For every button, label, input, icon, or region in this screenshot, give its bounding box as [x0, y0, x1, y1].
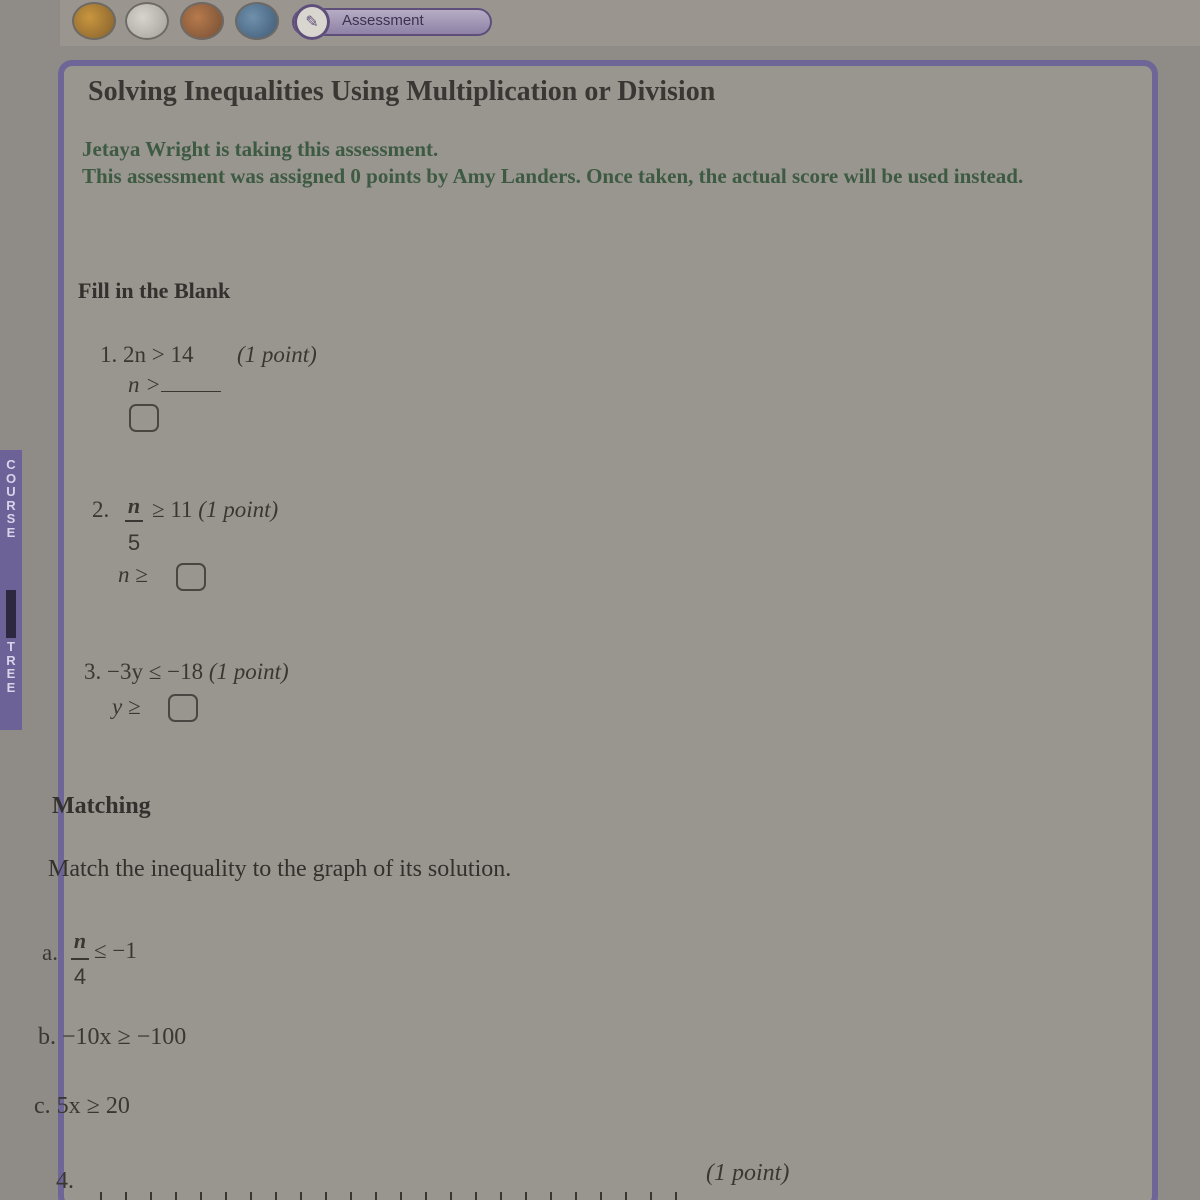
q4-number: 4.: [56, 1168, 74, 1194]
match-a-numerator: n: [73, 928, 87, 953]
q3-answer-prefix-wrap: [112, 694, 141, 720]
q2-fraction-bar: [125, 520, 143, 522]
question-1: [100, 342, 317, 368]
q3-number: 3.: [84, 659, 102, 684]
page-title: Solving Inequalities Using Multiplication or Division: [88, 76, 716, 107]
q2-answer-input[interactable]: [176, 563, 206, 591]
assessment-icon: ✎: [294, 4, 330, 40]
q2-answer-prefix-wrap: [118, 562, 148, 588]
tree-tab[interactable]: T R E E: [6, 639, 16, 695]
q3-answer-input[interactable]: [168, 694, 198, 722]
courses-tab[interactable]: C O U R S E: [5, 457, 17, 540]
q2-numerator: n: [127, 493, 141, 518]
q2-answer-prefix: n ≥: [118, 562, 148, 587]
taker-line: Jetaya Wright is taking this assessment.: [82, 137, 439, 161]
q1-answer-prefix: n >: [128, 372, 161, 397]
matching-heading: Matching: [52, 793, 151, 819]
q1-problem: 2n > 14: [123, 342, 194, 367]
q2-rest: [152, 497, 278, 523]
q2-points: (1 point): [198, 497, 279, 522]
match-b: b. −10x ≥ −100: [38, 1024, 187, 1050]
q3-problem: −3y ≤ −18: [107, 659, 204, 684]
q3-points: (1 point): [208, 659, 289, 684]
fill-in-blank-heading: Fill in the Blank: [78, 278, 231, 303]
tab-assessment-label: Assessment: [342, 12, 424, 29]
q2-number: 2.: [92, 497, 110, 522]
number-line-graph: [100, 1192, 680, 1200]
match-a-label: a.: [42, 940, 58, 965]
assessment-notice: [82, 136, 1082, 190]
q1-points: (1 point): [236, 342, 317, 367]
q3-answer-prefix: y ≥: [112, 694, 141, 719]
q1-answer-input[interactable]: [129, 404, 159, 432]
q2-denominator: 5: [127, 530, 141, 555]
q1-answer-line: [128, 372, 221, 398]
match-c: c. 5x ≥ 20: [34, 1093, 130, 1119]
match-a-denominator: 4: [73, 964, 87, 989]
q1-blank-line: [161, 382, 221, 392]
question-3: [84, 659, 289, 685]
q2-rhs: ≥ 11: [152, 497, 193, 522]
assigned-line: This assessment was assigned 0 points by Amy Landers. Once taken, the actual score will be used instead.: [82, 164, 1024, 188]
match-a-fraction-bar: [71, 958, 89, 960]
matching-instruction: Match the inequality to the graph of its solution.: [48, 856, 512, 882]
q4-points: (1 point): [706, 1160, 790, 1186]
match-a-rhs: ≤ −1: [94, 938, 137, 963]
q1-number: 1.: [100, 342, 118, 367]
